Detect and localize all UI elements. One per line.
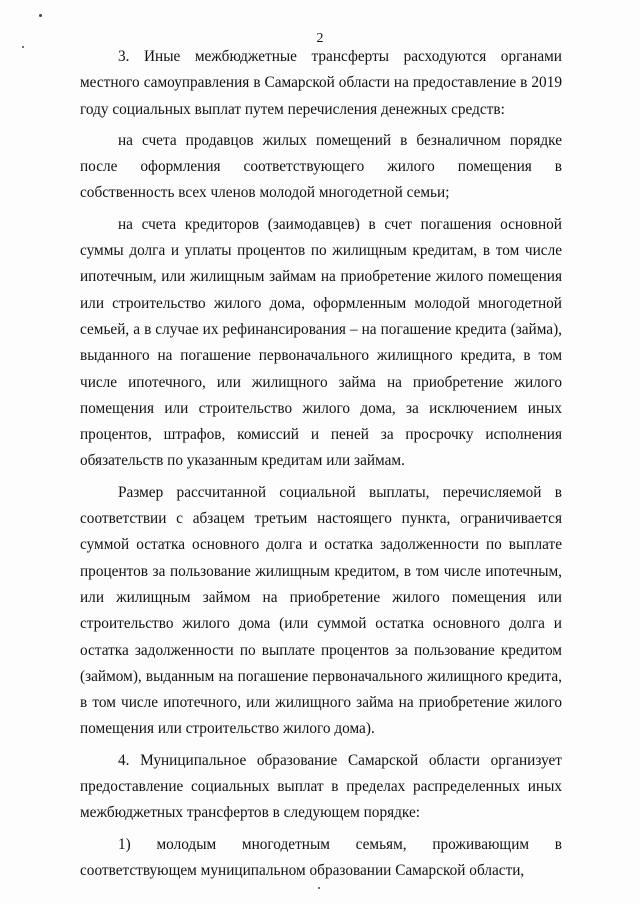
page-number: 2 [316, 31, 324, 46]
paragraph-sellers-accounts: на счета продавцов жилых помещений в безналичном порядке после оформления соответствующего жилого помещения в собственность всех членов молодой многодетной семьи; [80, 131, 562, 202]
paragraph-item-3: 3. Иные межбюджетные трансферты расходуются органами местного самоуправления в Самарской области на предоставление в 2019 году социальных выплат путем перечисления денежных средств: [80, 48, 562, 118]
scan-speck [39, 14, 42, 17]
document-body [80, 44, 562, 884]
paragraph-subitem-1: 1) молодым многодетным семьям, проживающим в соответствующем муниципальном образовании Самарской области, [80, 835, 562, 879]
paragraph-item-4: 4. Муниципальное образование Самарской области организует предоставление социальных выплат в пределах распределенных иных межбюджетных трансфертов в следующем порядке: [80, 751, 562, 822]
scan-speck [318, 887, 320, 889]
paragraph-payment-size: Размер рассчитанной социальной выплаты, перечисляемой в соответствии с абзацем третьим настоящего пункта, ограничивается суммой остатка основного долга и остатка задолженности по выплате процентов за пользование жилищным кредитом, в том числе ипотечным, или жилищным займом на приобретение жилого помещения или строительство жилого дома (или суммой остатка основного долга и остатка задолженности по выплате процентов за пользование кредитом (займом), выданным на погашение первоначального жилищного кредита, в том числе ипотечного, или жилищного займа на приобретение жилого помещения или строительство жилого дома). [80, 483, 562, 738]
paragraph-creditors-accounts: на счета кредиторов (заимодавцев) в счет погашения основной суммы долга и уплаты процентов по жилищным кредитам, в том числе ипотечным, или жилищным займам на приобретение жилого помещения или строительство жилого дома, оформленным молодой многодетной семьей, а в случае их рефинансирования – на погашение кредита (займа), выданного на погашение первоначального жилищного кредита, в том числе ипотечного, или жилищного займа на приобретение жилого помещения или строительство жилого дома, за исключением иных процентов, штрафов, комиссий и пеней за просрочку исполнения обязательств по указанным кредитам или займам. [80, 215, 562, 470]
